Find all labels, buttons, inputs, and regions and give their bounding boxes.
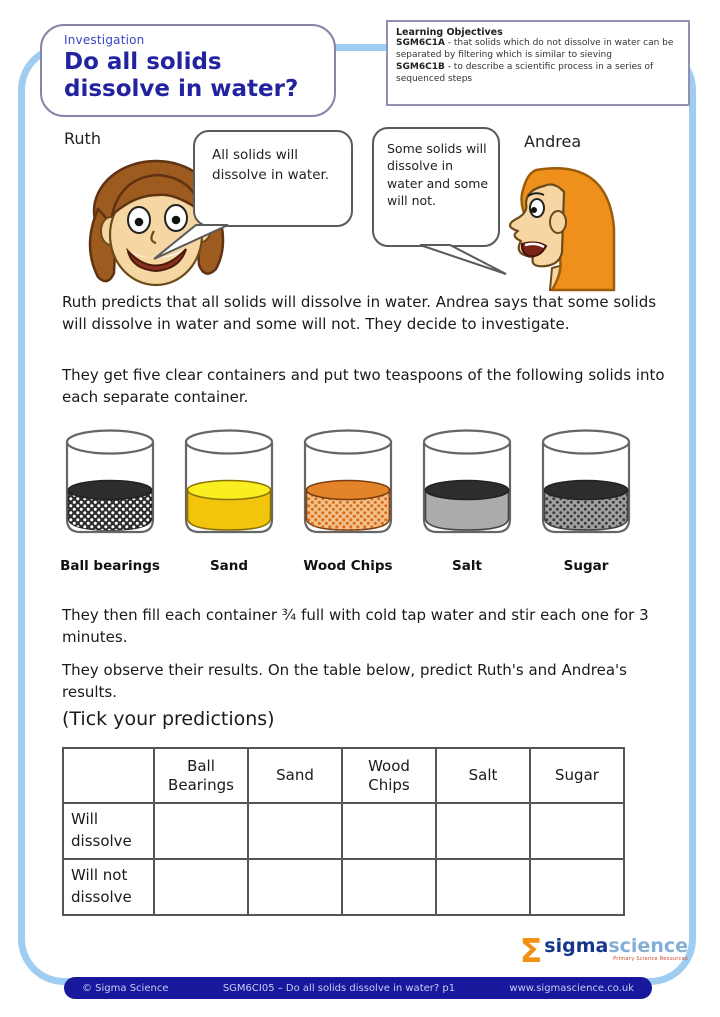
footer-copyright: © Sigma Science bbox=[82, 982, 169, 994]
prediction-cell[interactable] bbox=[154, 859, 248, 915]
page-title: Do all solids dissolve in water? bbox=[64, 49, 299, 103]
learning-objectives-title: Learning Objectives bbox=[396, 27, 503, 38]
logo-tagline: Primary Science Resources bbox=[613, 956, 688, 962]
container-label: Wood Chips bbox=[303, 558, 393, 574]
row-label-will-dissolve: Will dissolve bbox=[63, 803, 154, 859]
container-wood-chips bbox=[300, 427, 396, 574]
header-empty bbox=[63, 748, 154, 803]
container-sand bbox=[181, 427, 277, 574]
prediction-cell[interactable] bbox=[248, 803, 342, 859]
logo-word-sigma: sigma bbox=[544, 935, 609, 957]
container-label: Sand bbox=[209, 558, 249, 574]
table-row-will-dissolve bbox=[63, 803, 624, 859]
andrea-speech-tail bbox=[408, 244, 510, 278]
header-salt: Salt bbox=[436, 748, 530, 803]
container-illustration bbox=[62, 427, 158, 545]
character-name-andrea: Andrea bbox=[524, 132, 582, 151]
header-wood-chips: Wood Chips bbox=[342, 748, 436, 803]
container-sugar bbox=[538, 427, 634, 574]
learning-objectives-box bbox=[386, 20, 690, 106]
prediction-cell[interactable] bbox=[436, 859, 530, 915]
objective-item bbox=[396, 62, 680, 86]
paragraph-observe: They observe their results. On the table below, predict Ruth's and Andrea's results. bbox=[62, 661, 627, 701]
tick-predictions-note: (Tick your predictions) bbox=[62, 708, 275, 730]
prediction-cell[interactable] bbox=[436, 803, 530, 859]
container-label: Sugar bbox=[563, 558, 609, 574]
objective-code: SGM6C1A bbox=[396, 38, 445, 48]
prediction-cell[interactable] bbox=[154, 803, 248, 859]
container-illustration bbox=[419, 427, 515, 545]
objective-code: SGM6C1B bbox=[396, 61, 445, 72]
paragraph-prediction: Ruth predicts that all solids will dissolve in water. Andrea says that some solids will dissolve in water and some will not. They decide to investigate. bbox=[62, 293, 657, 333]
container-salt bbox=[419, 427, 515, 574]
container-label: Salt bbox=[452, 558, 482, 574]
header-ball-bearings: Ball Bearings bbox=[154, 748, 248, 803]
objective-item bbox=[396, 38, 680, 62]
table-header-row bbox=[63, 748, 624, 803]
objective-text: - that solids which do not dissolve in water can be separated by filtering which is similar to sieving bbox=[396, 38, 674, 60]
ruth-speech-bubble: All solids will dissolve in water. bbox=[193, 130, 353, 227]
logo-text bbox=[544, 936, 688, 962]
container-illustration bbox=[538, 427, 634, 545]
character-name-ruth: Ruth bbox=[64, 129, 101, 148]
prediction-cell[interactable] bbox=[530, 859, 624, 915]
footer-website-link[interactable]: www.sigmascience.co.uk bbox=[509, 982, 634, 994]
prediction-cell[interactable] bbox=[248, 859, 342, 915]
container-illustration bbox=[181, 427, 277, 545]
ruth-speech-tail bbox=[152, 224, 232, 262]
logo-word-science: science bbox=[608, 935, 688, 957]
prediction-cell[interactable] bbox=[530, 803, 624, 859]
sigmascience-logo bbox=[519, 931, 688, 970]
container-illustration bbox=[300, 427, 396, 545]
investigation-label: Investigation bbox=[64, 33, 145, 47]
container-label: Ball bearings bbox=[60, 558, 160, 574]
containers-row bbox=[62, 427, 634, 574]
logo-wordmark bbox=[544, 936, 688, 956]
header-sand: Sand bbox=[248, 748, 342, 803]
header-sugar: Sugar bbox=[530, 748, 624, 803]
andrea-speech-bubble: Some solids will dissolve in water and some will not. bbox=[372, 127, 500, 247]
prediction-cell[interactable] bbox=[342, 803, 436, 859]
objective-text: - to describe a scientific process in a series of sequenced steps bbox=[396, 61, 654, 84]
title-box bbox=[40, 24, 336, 117]
paragraph-containers: They get five clear containers and put two teaspoons of the following solids into each separate container. bbox=[62, 366, 665, 406]
footer-doc-code: SGM6CI05 – Do all solids dissolve in water? p1 bbox=[222, 982, 456, 994]
row-label-will-not-dissolve: Will not dissolve bbox=[63, 859, 154, 915]
predictions-table bbox=[62, 747, 625, 916]
container-ball-bearings bbox=[62, 427, 158, 574]
footer-bar bbox=[64, 977, 652, 999]
paragraph-fill-water: They then fill each container ¾ full with cold tap water and stir each one for 3 minutes. bbox=[62, 606, 649, 646]
prediction-cell[interactable] bbox=[342, 859, 436, 915]
table-row-will-not-dissolve bbox=[63, 859, 624, 915]
sigma-icon: Σ bbox=[519, 931, 543, 970]
